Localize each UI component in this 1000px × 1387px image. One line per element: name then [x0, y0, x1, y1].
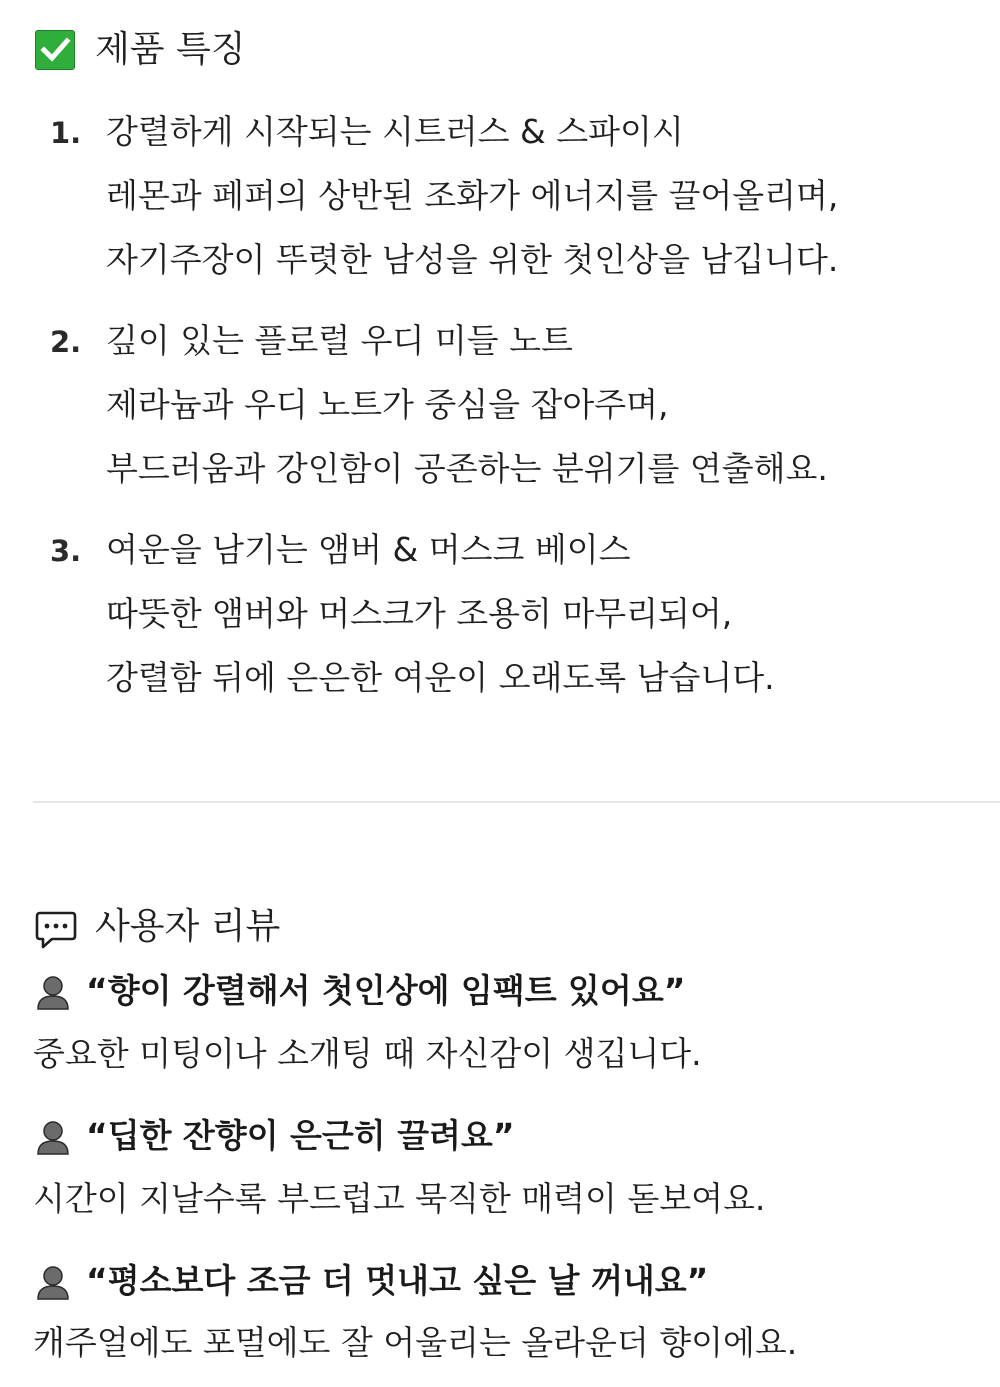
- feature-1-line: 자기주장이 뚜렷한 남성을 위한 첫인상을 남깁니다.: [106, 240, 839, 279]
- check-mark-icon: [35, 30, 75, 70]
- feature-1-heading: 강렬하게 시작되는 시트러스 & 스파이시: [106, 112, 684, 151]
- section-divider: [33, 801, 1000, 803]
- review-2-body: 시간이 지날수록 부드럽고 묵직한 매력이 돋보여요.: [33, 1179, 766, 1218]
- person-silhouette-icon: [35, 1119, 71, 1155]
- feature-1-line: 레몬과 페퍼의 상반된 조화가 에너지를 끌어올리며,: [106, 176, 839, 215]
- person-silhouette-icon: [35, 1264, 71, 1300]
- feature-2-line: 제라늄과 우디 노트가 중심을 잡아주며,: [106, 385, 669, 424]
- feature-3-heading: 여운을 남기는 앰버 & 머스크 베이스: [106, 530, 631, 569]
- speech-bubble-icon: [35, 910, 77, 950]
- review-1-quote: “향이 강렬해서 첫인상에 임팩트 있어요”: [86, 971, 686, 1010]
- review-1-body: 중요한 미팅이나 소개팅 때 자신감이 생깁니다.: [33, 1034, 702, 1073]
- reviews-title: 사용자 리뷰: [95, 906, 281, 947]
- feature-2-heading: 깊이 있는 플로럴 우디 미들 노트: [106, 321, 573, 360]
- feature-3-line: 따뜻한 앰버와 머스크가 조용히 마무리되어,: [106, 594, 733, 633]
- review-3-quote: “평소보다 조금 더 멋내고 싶은 날 꺼내요”: [86, 1261, 709, 1300]
- person-silhouette-icon: [35, 974, 71, 1010]
- feature-2-line: 부드러움과 강인함이 공존하는 분위기를 연출해요.: [106, 449, 828, 488]
- review-3-body: 캐주얼에도 포멀에도 잘 어울리는 올라운더 향이에요.: [33, 1323, 798, 1362]
- feature-number-3: 3.: [50, 534, 82, 568]
- review-2-quote: “딥한 잔향이 은근히 끌려요”: [86, 1116, 515, 1155]
- feature-number-1: 1.: [50, 116, 82, 150]
- features-title: 제품 특징: [95, 29, 246, 70]
- feature-3-line: 강렬함 뒤에 은은한 여운이 오래도록 남습니다.: [106, 658, 775, 697]
- feature-number-2: 2.: [50, 325, 82, 359]
